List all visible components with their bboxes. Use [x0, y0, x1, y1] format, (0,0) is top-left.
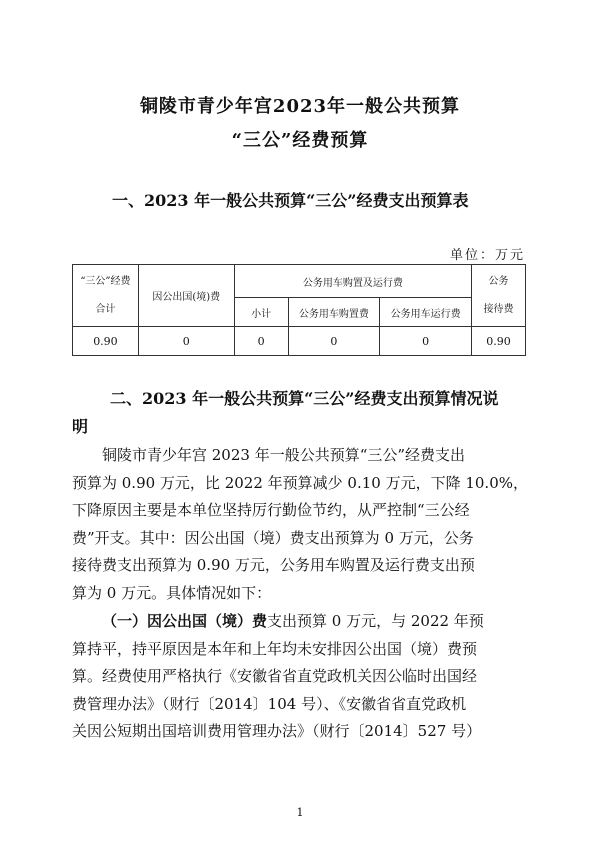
document-title-line1: 铜陵市青少年宫2023年一般公共预算	[139, 96, 461, 117]
header-reception	[472, 265, 526, 327]
paragraph-line: 算持平，持平原因是本年和上年均未安排因公出国（境）费预	[72, 639, 478, 658]
header-total-line2: 合计	[95, 303, 116, 315]
cell-reception: 0.90	[472, 327, 526, 356]
header-reception-line2: 接待费	[483, 303, 514, 315]
document-title-line2: “三公”经费预算	[231, 130, 369, 151]
header-total-line1: “三公”经费	[80, 275, 131, 287]
paragraph-line: 费”开支。其中：因公出国（境）费支出预算为 0 万元，公务	[72, 528, 474, 547]
header-vehicle-operation: 公务用车运行费	[380, 298, 472, 327]
unit-label: 单位：万元	[449, 248, 525, 263]
header-total	[73, 265, 139, 327]
section2-heading-line2: 明	[72, 417, 89, 436]
paragraph-line: 算。经费使用严格执行《安徽省省直党政机关因公临时出国经	[72, 667, 478, 685]
cell-total: 0.90	[73, 327, 139, 356]
paragraph-line: 下降原因主要是本单位坚持厉行勤俭节约，从严控制“三公经	[72, 501, 470, 519]
paragraph-line: 算为 0 万元。具体情况如下：	[72, 583, 272, 602]
header-abroad: 因公出国(境)费	[138, 265, 234, 327]
table-header-row	[73, 265, 526, 298]
paragraph-line: 费管理办法》（财行〔2014〕104 号）、《安徽省省直党政机	[72, 694, 467, 713]
header-subtotal: 小计	[234, 298, 288, 327]
paragraph-text: 支出预算 0 万元，与 2022 年预	[267, 612, 484, 630]
section1-heading: 一、2023 年一般公共预算“三公”经费支出预算表	[112, 191, 469, 210]
cell-vehicle-purchase: 0	[288, 327, 380, 356]
cell-vehicle-operation: 0	[380, 327, 472, 356]
cell-subtotal: 0	[234, 327, 288, 356]
section2-heading-line1: 二、2023 年一般公共预算“三公”经费支出预算情况说	[110, 389, 499, 408]
paragraph-line: 关因公短期出国培训费用管理办法》（财行〔2014〕527 号）	[72, 722, 482, 740]
paragraph-line: 预算为 0.90 万元，比 2022 年预算减少 0.10 万元，下降 10.0%，	[72, 473, 529, 492]
paragraph-line: 接待费支出预算为 0.90 万元，公务用车购置及运行费支出预	[72, 556, 475, 574]
paragraph-line: 铜陵市青少年宫 2023 年一般公共预算“三公”经费支出	[102, 446, 466, 464]
header-vehicle-group: 公务用车购置及运行费	[234, 265, 471, 298]
subsection-heading: （一）因公出国（境）费	[102, 612, 268, 630]
header-reception-line1: 公务	[488, 275, 509, 287]
cell-abroad: 0	[138, 327, 234, 356]
paragraph-summary	[72, 442, 528, 607]
budget-table	[72, 264, 526, 356]
header-vehicle-purchase: 公务用车购置费	[288, 298, 380, 327]
paragraph-line	[72, 608, 528, 636]
paragraph-abroad	[72, 608, 528, 746]
page-number: 1	[296, 806, 304, 819]
table-row	[73, 327, 526, 356]
